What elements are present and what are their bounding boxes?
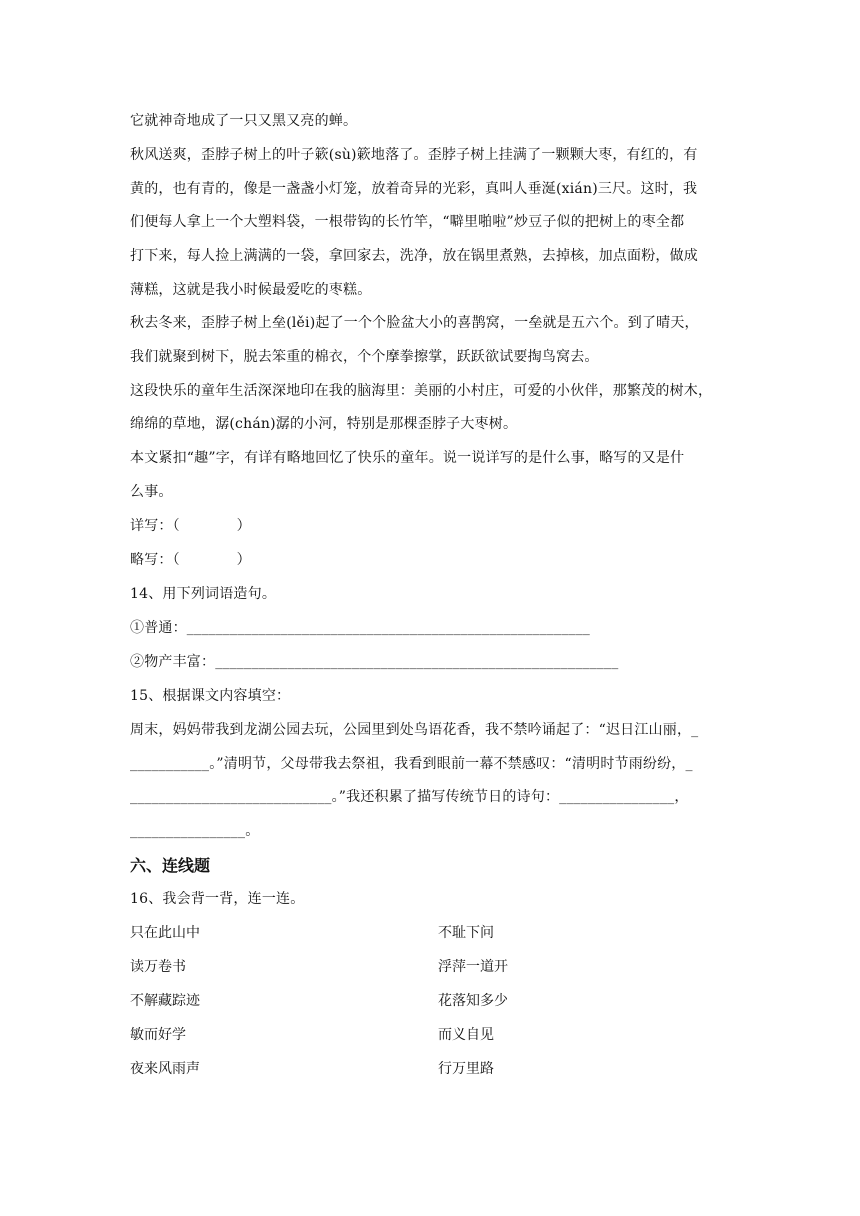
match-right-item[interactable]: 行万里路 (438, 1061, 494, 1077)
question-16-title: 16、我会背一背，连一连。 (130, 891, 305, 907)
passage-line: 们便每人拿上一个大塑料袋，一根带钩的长竹竿，“噼里啪啦”炒豆子似的把树上的枣全都 (130, 214, 685, 230)
question-13-text: 本文紧扣“趣”字，有详有略地回忆了快乐的童年。说一说详写的是什么事，略写的又是什 (130, 450, 685, 466)
passage-line: 打下来，每人捡上满满的一袋，拿回家去，洗净，放在锅里煮熟，去掉核，加点面粉，做成 (130, 248, 698, 264)
match-right-item[interactable]: 花落知多少 (438, 993, 508, 1009)
section-6-heading: 六、连线题 (130, 856, 211, 875)
match-left-item[interactable]: 不解藏踪迹 (130, 993, 200, 1009)
passage-line: 秋去冬来，歪脖子树上垒(lěi)起了一个个脸盆大小的喜鹊窝，一垒就是五六个。到了晴天， (130, 315, 699, 331)
detail-answer-field[interactable]: 详写：（ ） (130, 518, 251, 534)
fill-blank-line[interactable]: 周末，妈妈带我到龙湖公园去玩，公园里到处鸟语花香，我不禁吟诵起了：“迟日江山丽，_ (130, 722, 699, 738)
passage-line: 黄的，也有青的，像是一盏盏小灯笼，放着奇异的光彩，真叫人垂涎(xián)三尺。这时，我 (130, 181, 698, 197)
match-left-item[interactable]: 只在此山中 (130, 925, 200, 941)
sentence-answer-1[interactable]: ①普通：________________________________________________________ (130, 620, 590, 636)
sentence-answer-2[interactable]: ②物产丰富：________________________________________________________ (130, 654, 619, 670)
question-13-text: 么事。 (130, 484, 173, 500)
passage-line: 薄糕，这就是我小时候最爱吃的枣糕。 (130, 282, 372, 298)
passage-line: 秋风送爽，歪脖子树上的叶子簌(sù)簌地落了。歪脖子树上挂满了一颗颗大枣，有红的，有 (130, 147, 698, 163)
question-15-title: 15、根据课文内容填空： (130, 688, 291, 704)
match-right-item[interactable]: 不耻下问 (438, 925, 494, 941)
passage-line: 它就神奇地成了一只又黑又亮的蝉。 (130, 113, 358, 129)
passage-line: 我们就聚到树下，脱去笨重的棉衣，个个摩拳擦掌，跃跃欲试要掏鸟窝去。 (130, 349, 599, 365)
passage-line: 这段快乐的童年生活深深地印在我的脑海里：美丽的小村庄，可爱的小伙伴，那繁茂的树木， (130, 383, 713, 399)
brief-answer-field[interactable]: 略写：（ ） (130, 552, 251, 568)
match-right-item[interactable]: 而义自见 (438, 1027, 494, 1043)
match-right-item[interactable]: 浮萍一道开 (438, 959, 508, 975)
passage-line: 绵绵的草地，潺(chán)潺的小河，特别是那棵歪脖子大枣树。 (130, 416, 518, 432)
match-left-item[interactable]: 夜来风雨声 (130, 1061, 200, 1077)
fill-blank-line[interactable]: ____________________________。”我还积累了描写传统节日的诗句：________________， (130, 789, 689, 805)
match-left-item[interactable]: 读万卷书 (130, 959, 186, 975)
question-14-title: 14、用下列词语造句。 (130, 586, 277, 602)
fill-blank-line[interactable]: ___________。”清明节，父母带我去祭祖，我看到眼前一幕不禁感叹：“清明时节雨纷纷，_ (130, 756, 693, 772)
fill-blank-line[interactable]: ________________。 (130, 823, 260, 839)
match-left-item[interactable]: 敏而好学 (130, 1027, 186, 1043)
